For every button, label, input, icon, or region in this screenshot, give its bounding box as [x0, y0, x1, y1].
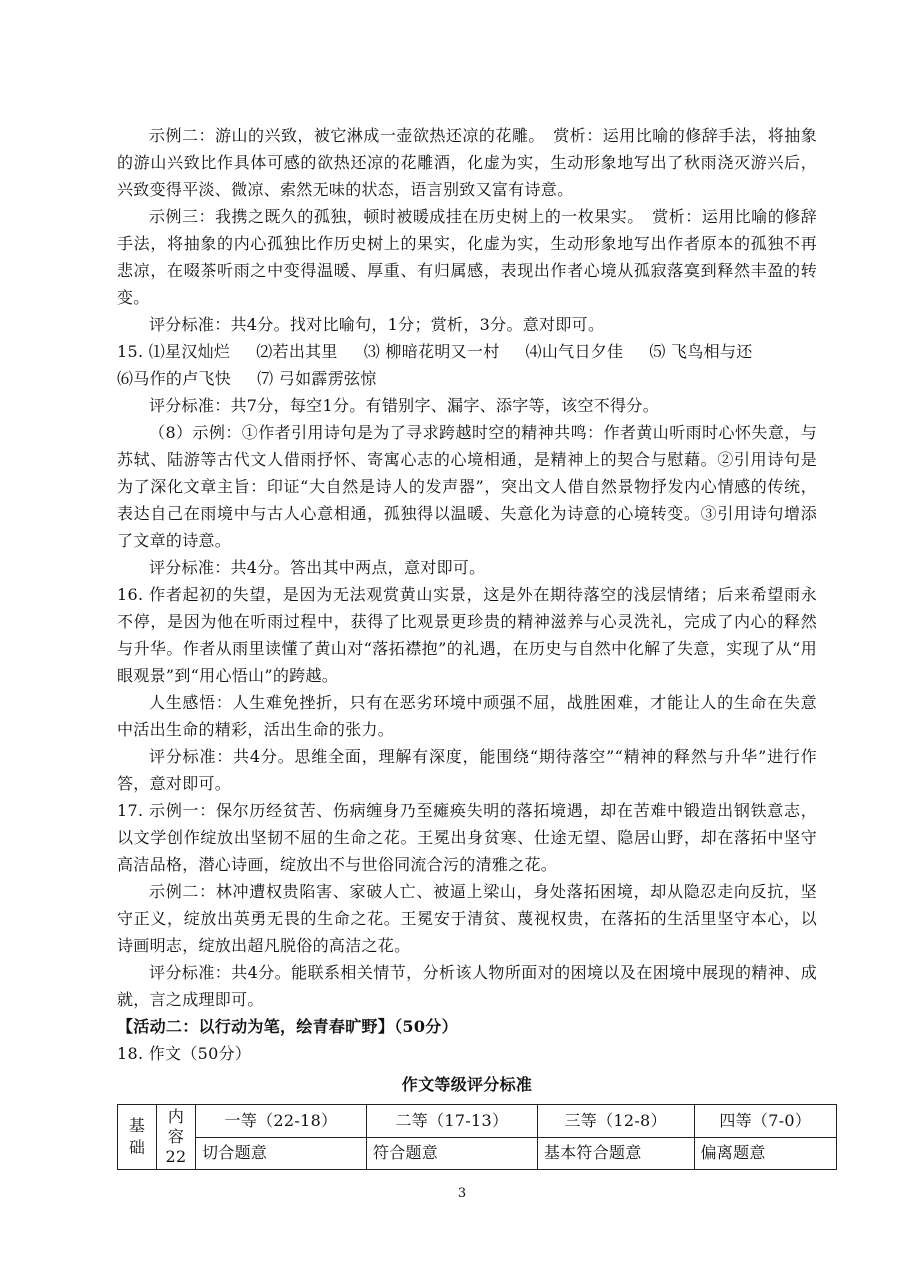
scoring-standard-14: 评分标准：共4分。找对比喻句，1分；赏析，3分。意对即可。	[149, 315, 605, 334]
q15-item-3: ⑶ 柳暗花明又一村	[363, 342, 500, 361]
q17-example-two: 示例二：林冲遭权贵陷害、家破人亡、被逼上梁山，身处落拓困境，却从隐忍走向反抗，坚守正义，绽放出英勇无畏的生命之花。王冕安于清贫、蔑视权贵，在落拓的生活里坚守本心，以诗画明志，绽放出超凡脱俗的高洁之花。	[117, 882, 817, 955]
q15-8-answer: （8）示例：①作者引用诗句是为了寻求跨越时空的精神共鸣：作者黄山听雨时心怀失意，与苏轼、陆游等古代文人借雨抒怀、寄寓心志的心境相通，是精神上的契合与慰藉。②引用诗句是为了深化文章主旨：印证“大自然是诗人的发声器”，突出文人借自然景物抒发内心情感的传统，表达自己在雨境中与古人心意相通，孤独得以温暖、失意化为诗意的心境转变。③引用诗句增添了文章的诗意。	[117, 423, 817, 550]
grade-header-1: 一等（22-18）	[196, 1105, 367, 1138]
basis-cell: 基础	[118, 1105, 157, 1170]
answer-content	[117, 122, 817, 1170]
content-cell: 内容22	[157, 1105, 196, 1170]
q15-answers-row2	[117, 365, 817, 392]
grade-header-2: 二等（17-13）	[366, 1105, 537, 1138]
q15-item-2: ⑵若出其里	[256, 342, 338, 361]
page-number: 3	[457, 1186, 467, 1201]
q18-heading: 18. 作文（50分）	[117, 1044, 252, 1063]
table-row	[118, 1137, 837, 1170]
activity-two-heading: 【活动二：以行动为笔，绘青春旷野】（50分）	[117, 1017, 458, 1036]
grade-cell-2: 符合题意	[366, 1137, 537, 1170]
scoring-standard-17: 评分标准：共4分。能联系相关情节，分析该人物所面对的困境以及在困境中展现的精神、成就，言之成理即可。	[117, 963, 817, 1009]
grade-cell-4: 偏离题意	[694, 1137, 837, 1170]
grade-header-3: 三等（12-8）	[537, 1105, 694, 1138]
q15-item-6: ⑹马作的卢飞快	[117, 369, 232, 388]
grade-header-4: 四等（7-0）	[694, 1105, 837, 1138]
grading-table-title: 作文等级评分标准	[401, 1075, 533, 1094]
q17-example-one: 17. 示例一：保尔历经贫苦、伤病缠身乃至瘫痪失明的落拓境遇，却在苦难中锻造出钢铁意志，以文学创作绽放出坚韧不屈的生命之花。王冕出身贫寒、仕途无望、隐居山野，却在落拓中坚守高洁品格，潜心诗画，绽放出不与世俗同流合污的清雅之花。	[117, 801, 817, 874]
scoring-standard-16: 评分标准：共4分。思维全面，理解有深度，能围绕“期待落空”“精神的释然与升华”进行作答，意对即可。	[117, 747, 817, 793]
q15-item-1: 15. ⑴星汉灿烂	[117, 342, 231, 361]
q16-answer: 16. 作者起初的失望，是因为无法观赏黄山实景，这是外在期待落空的浅层情绪；后来希望雨永不停，是因为他在听雨过程中，获得了比观景更珍贵的精神滋养与心灵洗礼，完成了内心的释然与升华。作者从雨里读懂了黄山对“落拓襟抱”的礼遇，在历史与自然中化解了失意，实现了从“用眼观景”到“用心悟山”的跨越。	[117, 585, 817, 685]
scoring-standard-15-8: 评分标准：共4分。答出其中两点，意对即可。	[149, 558, 486, 577]
scoring-standard-15: 评分标准：共7分，每空1分。有错别字、漏字、添字等，该空不得分。	[149, 396, 659, 415]
q15-item-5: ⑸ 飞鸟相与还	[649, 342, 753, 361]
example-two: 示例二：游山的兴致，被它淋成一壶欲热还凉的花雕。 赏析：运用比喻的修辞手法，将抽象的游山兴致比作具体可感的欲热还凉的花雕酒，化虚为实，生动形象地写出了秋雨浇灭游兴后，兴致变得平淡、微凉、索然无味的状态，语言别致又富有诗意。	[117, 126, 817, 199]
q15-item-7: ⑺ 弓如霹雳弦惊	[257, 369, 377, 388]
grade-cell-3: 基本符合题意	[537, 1137, 694, 1170]
q16-life-insight: 人生感悟：人生难免挫折，只有在恶劣环境中顽强不屈，战胜困难，才能让人的生命在失意中活出生命的精彩，活出生命的张力。	[117, 693, 817, 739]
example-three: 示例三：我携之既久的孤独，顿时被暖成挂在历史树上的一枚果实。 赏析：运用比喻的修辞手法，将抽象的内心孤独比作历史树上的果实，化虚为实，生动形象地写出作者原本的孤独不再悲凉，在啜茶听雨之中变得温暖、厚重、有归属感，表现出作者心境从孤寂落寞到释然丰盈的转变。	[117, 207, 817, 307]
grade-cell-1: 切合题意	[196, 1137, 367, 1170]
table-row	[118, 1105, 837, 1138]
q15-item-4: ⑷山气日夕佳	[525, 342, 624, 361]
grading-table	[117, 1104, 837, 1170]
q15-answers-row1	[117, 338, 817, 365]
